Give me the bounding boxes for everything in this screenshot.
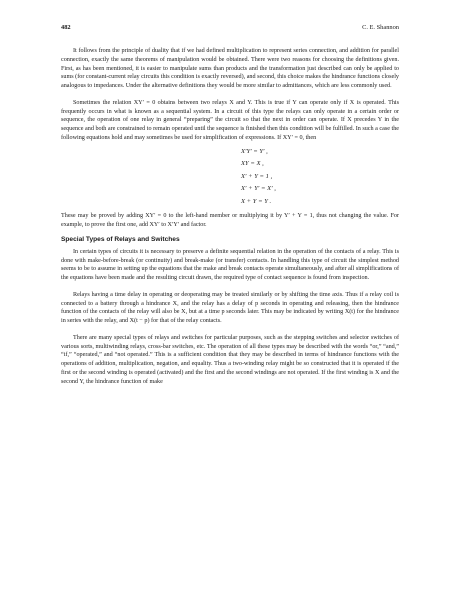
equation: X′Y′ = Y′ , (241, 147, 268, 155)
running-author: C. E. Shannon (362, 24, 399, 31)
paragraph-duality: It follows from the principle of duality that if we had defined multiplication to represent series connection, and addition for parallel connection, exactly the same theorems of manipulation would be obtained. There were two reasons for choosing the definitions given. First, as has been mentioned, it is easier to manipulate sums than products and the transformation just described can only be applied to sums (for constant-current relay circuits this condition is exactly reversed), and second, this choice makes the hindrance functions closely analogous to impedances. Under the alternative definitions they would be more similar to admittances, which are less commonly used. (61, 48, 399, 89)
page-header (61, 24, 399, 31)
paragraph-special-relays: There are many special types of relays and switches for particular purposes, such as the stepping switches and selector switches of various sorts, multiwinding relays, cross-bar switches, etc. The operation of all these types may be described with the words “or,” “and,” “if,” “operated,” and “not operated.” This is a sufficient condition that they may be described in terms of hindrance functions with the operations of addition, multiplication, negation, and equality. Thus a two-winding relay might be so constructed that it is operated if the first or the second winding is operated (activated) and the first and the second windings are not operated. If the first winding is X and the second Y, the hindrance function of make (61, 334, 399, 385)
equation: XY = X , (241, 160, 264, 168)
equation: X′ + Y′ = X′ , (241, 185, 276, 193)
paragraph-sequential: Sometimes the relation XY′ = 0 obtains between two relays X and Y. This is true if Y can operate only if X is operated. This frequently occurs in what is known as a sequential system. In a circuit of this type the relays can only operate in a certain order or sequence, the operation of one relay in general “preparing” the circuit so that the next in order can operate. If X precedes Y in the sequence and both are constrained to remain operated until the sequence is finished then this condition will be fulfilled. In such a case the following equations hold and may sometimes be used for simplification of expressions. If XY′ = 0, then (61, 99, 399, 141)
equation-block (241, 146, 399, 209)
equation: X + Y = Y . (241, 197, 272, 205)
paragraph-proof: These may be proved by adding XY′ = 0 to the left-hand member or multiplying it by Y′ + Y = 1, thus not changing the value. For example, to prove the first one, add XY′ to X′Y′ and factor. (61, 213, 399, 229)
page-number: 482 (61, 24, 71, 31)
paragraph-contacts: In certain types of circuits it is necessary to preserve a definite sequential relation in the operation of the contacts of a relay. This is done with make-before-break (or continuity) and break-make (or transfer) contacts. In handling this type of circuit the simplest method seems to be to assume in setting up the equations that the make and break contacts operate simultaneously, and after all simplifications of the equations have been made and the resulting circuit drawn, the required type of contact sequence is found from inspection. (61, 248, 399, 282)
equation: X′ + Y = 1 , (241, 172, 273, 180)
section-heading: Special Types of Relays and Switches (61, 235, 180, 243)
paragraph-time-delay: Relays having a time delay in operating or deoperating may be treated similarly or by shifting the time axis. Thus if a relay coil is connected to a battery through a hindrance X, and the relay has a delay of p seconds in operating and releasing, then the hindrance function of the contacts of the relay will also be X, but at a time p seconds later. This may be indicated by writing X(t) for the hindrance in series with the relay, and X(t − p) for that of the relay contacts. (61, 291, 399, 325)
